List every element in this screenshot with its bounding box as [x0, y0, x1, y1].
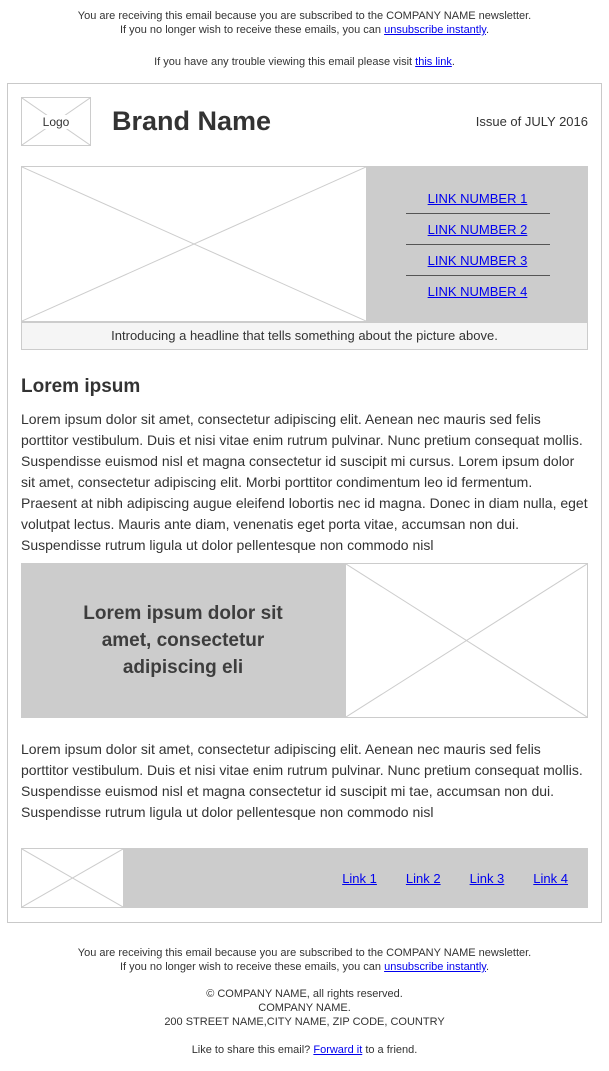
article-heading: Lorem ipsum [21, 376, 141, 397]
feature-link-item [367, 276, 588, 306]
callout-image-placeholder [345, 563, 588, 718]
company-name-line: COMPANY NAME. [258, 1002, 351, 1014]
preheader [0, 0, 609, 69]
bottom-link-4[interactable]: Link 4 [533, 870, 568, 886]
callout-section [21, 563, 588, 718]
bottom-link-1[interactable]: Link 1 [342, 870, 377, 886]
email-header [21, 97, 588, 146]
feature-image-placeholder [21, 166, 367, 322]
footer-unsubscribe-link[interactable]: unsubscribe instantly [384, 961, 486, 973]
callout-text: Lorem ipsum dolor sit amet, consectetur adipiscing eli [83, 603, 283, 678]
feature-link-item [367, 183, 588, 213]
callout-text-panel [21, 563, 345, 718]
email-body [7, 83, 602, 923]
unsubscribe-link[interactable]: unsubscribe instantly [384, 24, 486, 36]
feature-link-panel [367, 166, 588, 322]
image-cross-icon [22, 167, 366, 321]
feature-link-item [367, 214, 588, 244]
article-paragraph-2: Lorem ipsum dolor sit amet, consectetur adipiscing elit. Aenean nec mauris sed felis porttitor vestibulum. Duis et nisi vitae enim rutrum pulvinar. Nunc pretium consequat mollis. Suspendisse euismod nisl et magna consectetur id suscipit mi tae, accumsan non dui. Suspendisse rutrum ligula ut dolor pellentesque non commodo nisl [21, 741, 583, 820]
company-address-block [0, 987, 609, 1029]
link-number-3[interactable]: LINK NUMBER 3 [427, 252, 528, 268]
logo-label: Logo [39, 115, 74, 129]
link-number-1[interactable]: LINK NUMBER 1 [427, 190, 528, 206]
forward-link[interactable]: Forward it [313, 1044, 363, 1056]
preheader-text: You are receiving this email because you are subscribed to the COMPANY NAME newsletter. [77, 10, 532, 22]
share-line: Like to share this email? Forward it to a friend. [191, 1044, 418, 1056]
bottom-links [342, 848, 588, 908]
copyright-line: © COMPANY NAME, all rights reserved. [206, 988, 403, 1000]
preheader-line-2: If you no longer wish to receive these emails, you can unsubscribe instantly. [119, 24, 490, 36]
bottom-link-bar [21, 848, 588, 908]
footer-subscription-line-2: If you no longer wish to receive these emails, you can unsubscribe instantly. [119, 961, 490, 973]
bottom-image-placeholder [21, 848, 124, 908]
brand-name-title: Brand Name [112, 106, 272, 136]
image-cross-icon [22, 849, 123, 907]
preheader-line-1 [0, 9, 609, 23]
article-paragraph-1: Lorem ipsum dolor sit amet, consectetur adipiscing elit. Aenean nec mauris sed felis porttitor vestibulum. Duis et nisi vitae enim rutrum pulvinar. Nunc pretium consequat mollis. Suspendisse euismod nisl et magna consectetur id suscipit mi cursus. Lorem ipsum dolor sit amet, consectetur adipiscing elit. Morbi porttitor condimentum leo id fermentum. Praesent at nibh adipiscing augue eleifend lobortis nec id magna. Donec in diam nulla, eget volutpat lectus. Mauris ante diam, venenatis eget porta vitae, accumsan non dui. Suspendisse rutrum ligula ut dolor pellentesque non commodo nisl [21, 411, 588, 553]
issue-date-label: Issue of JULY 2016 [475, 114, 588, 129]
address-line: 200 STREET NAME,CITY NAME, ZIP CODE, COUNTRY [164, 1016, 445, 1028]
trouble-viewing-line: If you have any trouble viewing this email please visit this link. [154, 56, 455, 68]
feature-section [21, 166, 588, 322]
feature-link-item [367, 245, 588, 275]
footer-subscription-line-1: You are receiving this email because you are subscribed to the COMPANY NAME newsletter. [77, 947, 532, 959]
email-footer [0, 923, 609, 1071]
bottom-link-2[interactable]: Link 2 [405, 870, 441, 886]
logo-placeholder-image [21, 97, 91, 146]
view-online-link[interactable]: this link [415, 56, 452, 68]
image-cross-icon [346, 564, 587, 717]
link-number-4[interactable]: LINK NUMBER 4 [427, 283, 528, 299]
feature-headline: Introducing a headline that tells something about the picture above. [21, 322, 588, 350]
bottom-link-3[interactable]: Link 3 [469, 870, 505, 886]
link-number-2[interactable]: LINK NUMBER 2 [427, 221, 528, 237]
